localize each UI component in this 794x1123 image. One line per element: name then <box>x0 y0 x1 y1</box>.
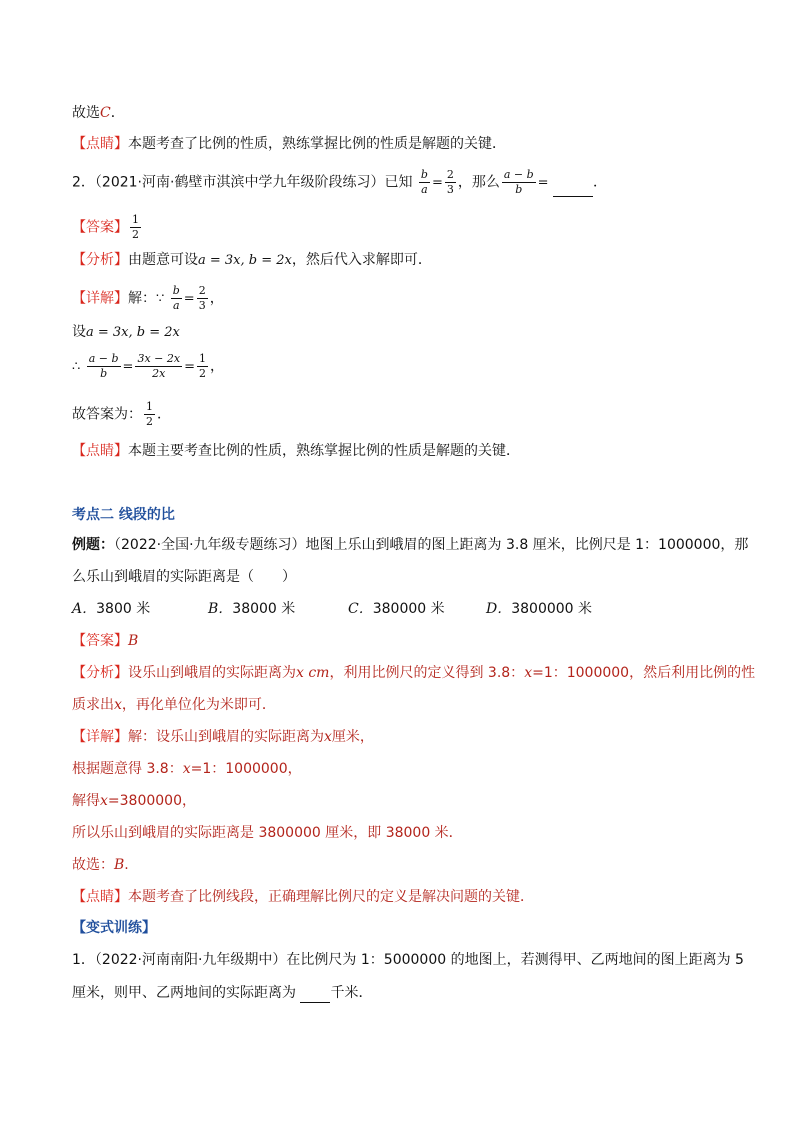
option-a <box>72 599 208 619</box>
t-num1: a − b <box>88 352 119 365</box>
conclusion-var: C <box>100 105 111 121</box>
comment-tag: 【点睛】 <box>72 136 128 152</box>
example-answer-line <box>72 631 138 651</box>
q2-answer-line <box>72 213 143 242</box>
example-detail-line-5 <box>72 855 129 875</box>
comment-line-1 <box>72 134 506 154</box>
q2-source: （2021·河南·鹤壁市淇滨中学九年级阶段练习）已知 <box>94 174 413 191</box>
detail-3a: 解得 <box>72 793 100 809</box>
detail-3c: =3800000， <box>107 793 196 809</box>
detail-2b: x <box>182 761 191 777</box>
t-num2: 3x − 2x <box>137 352 181 365</box>
detail-fraction <box>171 284 182 313</box>
given-rden: 3 <box>446 183 454 196</box>
ask-end: ． <box>593 174 608 191</box>
option-c <box>348 599 486 619</box>
answer-num: 1 <box>132 213 139 226</box>
final-fraction <box>144 400 155 429</box>
analysis-math: a = 3x, b = 2x <box>198 253 292 268</box>
analysis-a: 设乐山到峨眉的实际距离为 <box>128 665 296 681</box>
given-num: b <box>420 168 428 181</box>
analysis-end: ，然后代入求解即可． <box>291 252 432 268</box>
t-fraction-2 <box>135 352 182 381</box>
final-text: 故答案为： <box>72 406 142 423</box>
detail-tag: 【详解】 <box>72 729 128 745</box>
detail-2c: =1：1000000， <box>190 761 302 777</box>
example-label: 例题： <box>72 537 114 553</box>
analysis-var: x cm <box>296 665 330 681</box>
detail-ratio <box>197 284 208 313</box>
because-symbol: ∵ <box>156 291 165 307</box>
answer-den: 2 <box>132 228 139 241</box>
example-detail-line-1 <box>72 727 374 747</box>
final-end: ． <box>157 406 171 423</box>
comment-line-2 <box>72 441 520 461</box>
detail-b: 厘米， <box>331 729 374 745</box>
detail-3b: x <box>100 793 108 809</box>
comment-text: 本题主要考查比例的性质，熟练掌握比例的性质是解题的关键． <box>128 443 520 459</box>
analysis-b: ，利用比例尺的定义得到 3.8： <box>329 665 525 681</box>
practice-heading: 【变式训练】 <box>72 920 156 936</box>
given-fraction <box>419 168 430 197</box>
analysis-tag: 【分析】 <box>72 252 128 268</box>
ask-fraction <box>502 168 536 197</box>
t-den3: 2 <box>198 367 206 380</box>
detail-text: 解： <box>128 290 156 307</box>
example-text-1: （2022·全国·九年级专题练习）地图上乐山到峨眉的图上距离为 3.8 厘米，比例尺是 1：1000000，那 <box>114 537 749 553</box>
t-den1: b <box>100 367 108 380</box>
ask-den: b <box>515 183 523 196</box>
t-end: ， <box>209 358 224 375</box>
analysis-tag: 【分析】 <box>72 665 128 681</box>
detail-num: b <box>172 284 180 297</box>
ask-eq: = <box>537 175 549 191</box>
analysis-line2b: x <box>114 697 122 713</box>
t-fraction-1 <box>87 352 121 381</box>
detail-5b: B <box>114 857 125 873</box>
therefore-symbol: ∴ <box>72 359 81 375</box>
comment-tag: 【点睛】 <box>72 889 128 905</box>
comment-text: 本题考查了比例线段，正确理解比例尺的定义是解决问题的关键． <box>128 889 534 905</box>
t-fraction-3 <box>197 352 208 381</box>
q2-final-line <box>72 400 171 429</box>
option-b <box>208 599 348 619</box>
final-den: 2 <box>146 415 153 428</box>
t-eq1: = <box>122 359 134 375</box>
final-num: 1 <box>146 400 153 413</box>
q2-let-line <box>72 322 180 343</box>
section-heading: 考点二 线段的比 <box>72 507 175 523</box>
q2-detail-line <box>72 284 224 313</box>
q2-analysis-line <box>72 250 432 271</box>
option-d-letter: D． <box>486 601 512 617</box>
analysis-text: 由题意可设 <box>128 252 198 268</box>
option-c-letter: C． <box>348 601 373 617</box>
comment-tag: 【点睛】 <box>72 443 128 459</box>
then-text: ，那么 <box>457 174 500 191</box>
detail-2a: 根据题意得 3.8： <box>72 761 183 777</box>
detail-a: 解：设乐山到峨眉的实际距离为 <box>128 729 324 745</box>
t-num3: 1 <box>198 352 206 365</box>
comment-text: 本题考查了比例的性质，熟练掌握比例的性质是解题的关键． <box>128 136 506 152</box>
answer-tag: 【答案】 <box>72 219 128 236</box>
practice-blank <box>300 1002 330 1003</box>
example-detail-line-2 <box>72 759 302 779</box>
example-detail-line-3 <box>72 791 196 811</box>
q2-question-line <box>72 168 607 197</box>
answer-blank <box>553 196 593 197</box>
given-rnum: 2 <box>446 168 454 181</box>
analysis-line2a: 质求出 <box>72 697 114 713</box>
t-eq2: = <box>184 359 195 375</box>
detail-var: x <box>324 729 332 745</box>
option-d-text: 3800000 米 <box>511 601 593 617</box>
conclusion-line <box>72 103 125 123</box>
answer-fraction <box>130 213 141 242</box>
option-c-text: 380000 米 <box>372 601 445 617</box>
example-analysis-line-1 <box>72 663 755 683</box>
detail-5a: 故选： <box>72 857 114 873</box>
t-den2: 2x <box>152 367 166 380</box>
example-detail-line-4: 所以乐山到峨眉的实际距离是 3800000 厘米，即 38000 米． <box>72 825 463 841</box>
analysis-line2c: ，再化单位化为米即可． <box>121 697 276 713</box>
q2-therefore-line <box>72 352 224 381</box>
example-line-1 <box>72 535 748 555</box>
options-row <box>72 599 592 619</box>
practice-line-2 <box>72 983 372 1003</box>
example-line-2: 么乐山到峨眉的实际距离是（ ） <box>72 569 296 585</box>
option-b-text: 38000 米 <box>232 601 296 617</box>
detail-rden: 3 <box>198 299 206 312</box>
given-ratio <box>445 168 456 197</box>
answer-tag: 【答案】 <box>72 633 128 649</box>
practice-line-1: 1．（2022·河南南阳·九年级期中）在比例尺为 1：5000000 的地图上，若测得甲、乙两地间的图上距离为 5 <box>72 952 744 968</box>
detail-tag: 【详解】 <box>72 290 128 307</box>
conclusion-end: ． <box>110 105 125 121</box>
let-math: a = 3x, b = 2x <box>86 325 180 340</box>
analysis-d: =1：1000000，然后利用比例的性 <box>532 665 756 681</box>
detail-rnum: 2 <box>198 284 206 297</box>
let-text: 设 <box>72 324 86 340</box>
given-den: a <box>421 183 428 196</box>
conclusion-text: 故选 <box>72 105 100 121</box>
detail-eq: = <box>183 291 195 307</box>
practice-text-2b: 千米． <box>330 985 373 1001</box>
practice-text-2a: 厘米，则甲、乙两地间的实际距离为 <box>72 985 296 1001</box>
example-analysis-line-2 <box>72 695 276 715</box>
comment-line-3 <box>72 887 534 907</box>
option-b-letter: B． <box>208 601 233 617</box>
option-a-letter: A． <box>72 601 97 617</box>
option-a-text: 3800 米 <box>96 601 151 617</box>
ask-num: a − b <box>503 168 534 181</box>
detail-end: ， <box>209 290 224 307</box>
q2-number: 2． <box>72 174 95 191</box>
given-eq: = <box>431 175 443 191</box>
option-d <box>486 599 592 619</box>
answer-value: B <box>128 633 139 649</box>
analysis-c: x <box>524 665 533 681</box>
detail-den: a <box>172 299 180 312</box>
detail-5c: . <box>124 857 129 873</box>
